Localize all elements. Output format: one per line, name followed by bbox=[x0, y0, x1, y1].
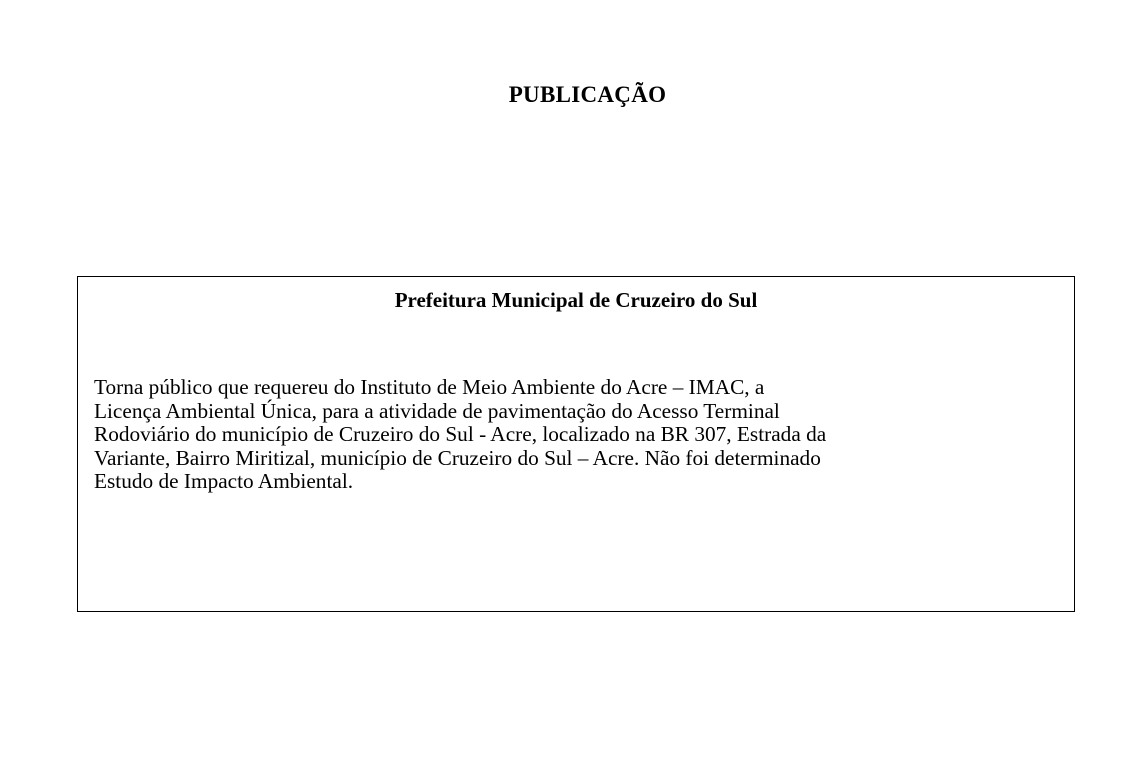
document-title: PUBLICAÇÃO bbox=[508, 82, 667, 107]
notice-line-4: Variante, Bairro Miritizal, município de Cruzeiro do Sul – Acre. Não foi determinado bbox=[94, 445, 821, 470]
notice-body bbox=[94, 376, 1054, 494]
notice-line-5: Estudo de Impacto Ambiental. bbox=[94, 469, 354, 493]
notice-line-2: Licença Ambiental Única, para a atividade de pavimentação do Acesso Terminal bbox=[94, 398, 780, 423]
notice-heading: Prefeitura Municipal de Cruzeiro do Sul bbox=[394, 288, 758, 312]
notice-line-3: Rodoviário do município de Cruzeiro do Sul - Acre, localizado na BR 307, Estrada da bbox=[94, 422, 827, 446]
notice-box bbox=[77, 276, 1075, 612]
notice-line-1: Torna público que requereu do Instituto de Meio Ambiente do Acre – IMAC, a bbox=[94, 375, 765, 399]
